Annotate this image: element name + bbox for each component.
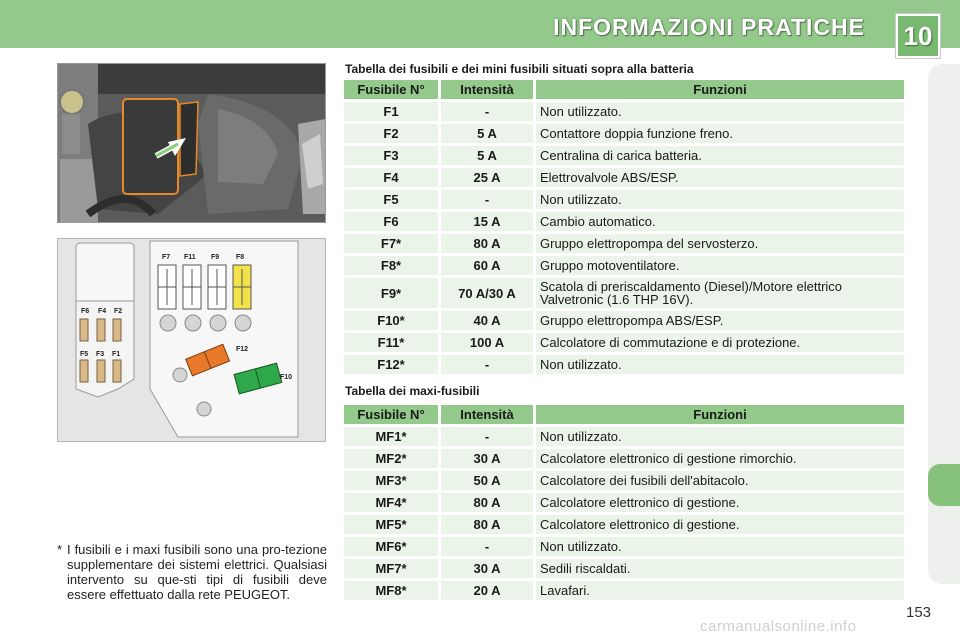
fuse-intensity: 15 A bbox=[441, 212, 533, 231]
mini-fuse-row-bottom bbox=[80, 360, 121, 382]
fuse-intensity: - bbox=[441, 355, 533, 374]
fuse-id: F8* bbox=[344, 256, 438, 275]
table-row bbox=[344, 333, 904, 352]
fuse-id: F7* bbox=[344, 234, 438, 253]
fuse-intensity: - bbox=[441, 102, 533, 121]
fuse-label-f2: F2 bbox=[114, 308, 123, 315]
fuse-intensity: 25 A bbox=[441, 168, 533, 187]
fuse-id: F5 bbox=[344, 190, 438, 209]
fuse-id: F12* bbox=[344, 355, 438, 374]
fuse-function: Calcolatore dei fusibili dell'abitacolo. bbox=[536, 471, 904, 490]
col-header-functions: Funzioni bbox=[536, 405, 904, 424]
fuse-function: Non utilizzato. bbox=[536, 427, 904, 446]
fuse-id: MF3* bbox=[344, 471, 438, 490]
footnote-marker: * bbox=[57, 542, 63, 557]
table-row bbox=[344, 355, 904, 374]
page-title: INFORMAZIONI PRATICHE bbox=[553, 14, 865, 40]
fuse-id: MF1* bbox=[344, 427, 438, 446]
page-number: 153 bbox=[906, 604, 932, 621]
table-row bbox=[344, 471, 904, 490]
fuse-id: MF6* bbox=[344, 537, 438, 556]
engine-bay-photo bbox=[57, 63, 326, 223]
table2-title: Tabella dei maxi-fusibili bbox=[345, 384, 480, 398]
fuse-intensity: - bbox=[441, 190, 533, 209]
fuse-intensity: 80 A bbox=[441, 515, 533, 534]
fuse-label-f5: F5 bbox=[80, 351, 89, 358]
fuse-layout-diagram bbox=[58, 239, 326, 442]
side-index-strip bbox=[928, 64, 960, 584]
fuse-id: F10* bbox=[344, 311, 438, 330]
table-row bbox=[344, 311, 904, 330]
fuse-box-diagram bbox=[57, 238, 326, 442]
fuse-id: F9* bbox=[344, 278, 438, 308]
fuse-id: MF7* bbox=[344, 559, 438, 578]
fuse-intensity: 30 A bbox=[441, 559, 533, 578]
fuse-function: Calcolatore elettronico di gestione. bbox=[536, 493, 904, 512]
fuse-label-f1: F1 bbox=[112, 351, 121, 358]
table-row bbox=[344, 256, 904, 275]
fuse-function: Gruppo motoventilatore. bbox=[536, 256, 904, 275]
fuse-intensity: 5 A bbox=[441, 124, 533, 143]
fuse-label-f6: F6 bbox=[81, 308, 90, 315]
table-header-row bbox=[344, 405, 904, 424]
fuse-id: F3 bbox=[344, 146, 438, 165]
fuse-intensity: 80 A bbox=[441, 234, 533, 253]
table-row bbox=[344, 146, 904, 165]
fuse-id: MF8* bbox=[344, 581, 438, 600]
fuse-id: MF4* bbox=[344, 493, 438, 512]
fuse-intensity: 50 A bbox=[441, 471, 533, 490]
table-row bbox=[344, 537, 904, 556]
fuse-function: Non utilizzato. bbox=[536, 190, 904, 209]
side-index-tab[interactable] bbox=[928, 464, 960, 506]
fuse-label-f12: F12 bbox=[236, 346, 249, 353]
fuse-label-f11: F11 bbox=[184, 254, 196, 261]
fuse-intensity: - bbox=[441, 537, 533, 556]
fuse-function: Elettrovalvole ABS/ESP. bbox=[536, 168, 904, 187]
table-row bbox=[344, 449, 904, 468]
table-row bbox=[344, 559, 904, 578]
fuse-intensity: - bbox=[441, 427, 533, 446]
table-row bbox=[344, 278, 904, 308]
fuse-intensity: 20 A bbox=[441, 581, 533, 600]
fuse-intensity: 5 A bbox=[441, 146, 533, 165]
col-header-intensity: Intensità bbox=[441, 80, 533, 99]
fuse-function: Calcolatore elettronico di gestione rimorchio. bbox=[536, 449, 904, 468]
fuse-function: Lavafari. bbox=[536, 581, 904, 600]
table-row bbox=[344, 581, 904, 600]
maxi-fuse-table bbox=[344, 405, 904, 603]
watermark: carmanualsonline.info bbox=[700, 618, 857, 635]
fuse-label-f4: F4 bbox=[98, 308, 107, 315]
table-row bbox=[344, 102, 904, 121]
fuse-id: MF2* bbox=[344, 449, 438, 468]
engine-bay-illustration bbox=[58, 64, 326, 223]
fuse-intensity: 80 A bbox=[441, 493, 533, 512]
fuse-function: Sedili riscaldati. bbox=[536, 559, 904, 578]
fuse-id: F2 bbox=[344, 124, 438, 143]
fuse-function: Calcolatore di commutazione e di protezione. bbox=[536, 333, 904, 352]
table-row bbox=[344, 168, 904, 187]
fuse-function: Centralina di carica batteria. bbox=[536, 146, 904, 165]
fuse-label-f3: F3 bbox=[96, 351, 105, 358]
fuse-function: Calcolatore elettronico di gestione. bbox=[536, 515, 904, 534]
table-row bbox=[344, 124, 904, 143]
fuse-id: MF5* bbox=[344, 515, 438, 534]
table-row bbox=[344, 427, 904, 446]
footnote-text: I fusibili e i maxi fusibili sono una pro-tezione supplementare dei sistemi elettrici. Qualsiasi intervento su que-sti tipi di fusibili deve essere effettuato dalla rete PEUGEOT. bbox=[67, 542, 327, 602]
table-header-row bbox=[344, 80, 904, 99]
fuse-id: F11* bbox=[344, 333, 438, 352]
fuse-function: Non utilizzato. bbox=[536, 102, 904, 121]
col-header-intensity: Intensità bbox=[441, 405, 533, 424]
footnote bbox=[57, 542, 327, 602]
fuse-id: F1 bbox=[344, 102, 438, 121]
table1-title: Tabella dei fusibili e dei mini fusibili situati sopra alla batteria bbox=[345, 62, 694, 76]
fuse-function: Non utilizzato. bbox=[536, 537, 904, 556]
fuse-function: Gruppo elettropompa del servosterzo. bbox=[536, 234, 904, 253]
fuse-function: Non utilizzato. bbox=[536, 355, 904, 374]
fuse-intensity: 100 A bbox=[441, 333, 533, 352]
fuse-intensity: 60 A bbox=[441, 256, 533, 275]
fuse-label-f10: F10 bbox=[280, 374, 293, 381]
fuse-label-f8: F8 bbox=[236, 254, 245, 261]
col-header-functions: Funzioni bbox=[536, 80, 904, 99]
col-header-fuse: Fusibile N° bbox=[344, 80, 438, 99]
fuse-table bbox=[344, 80, 904, 377]
col-header-fuse: Fusibile N° bbox=[344, 405, 438, 424]
table-row bbox=[344, 190, 904, 209]
fuse-function: Scatola di preriscaldamento (Diesel)/Motore elettrico Valvetronic (1.6 THP 16V). bbox=[536, 278, 904, 308]
mini-fuse-row-top bbox=[80, 319, 121, 341]
table-row bbox=[344, 212, 904, 231]
fuse-id: F6 bbox=[344, 212, 438, 231]
fuse-function: Cambio automatico. bbox=[536, 212, 904, 231]
chapter-badge: 10 bbox=[896, 14, 940, 58]
table-row bbox=[344, 493, 904, 512]
fuse-intensity: 70 A/30 A bbox=[441, 278, 533, 308]
table-row bbox=[344, 234, 904, 253]
fuse-label-f9: F9 bbox=[211, 254, 220, 261]
fuse-function: Contattore doppia funzione freno. bbox=[536, 124, 904, 143]
fuse-intensity: 40 A bbox=[441, 311, 533, 330]
fuse-function: Gruppo elettropompa ABS/ESP. bbox=[536, 311, 904, 330]
table-row bbox=[344, 515, 904, 534]
fuse-intensity: 30 A bbox=[441, 449, 533, 468]
fuse-label-f7: F7 bbox=[162, 254, 171, 261]
fuse-id: F4 bbox=[344, 168, 438, 187]
